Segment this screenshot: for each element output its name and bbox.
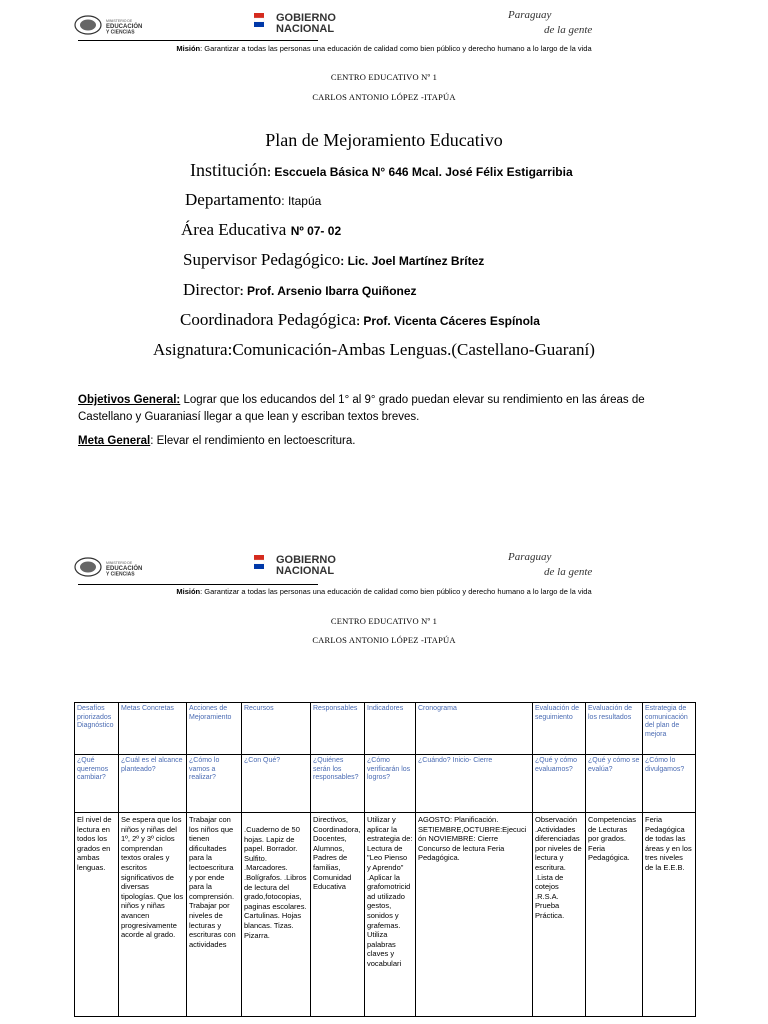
header-evaluacion-resultados: Evaluación de los resultados xyxy=(586,703,643,755)
question-cell: ¿Qué y cómo se evalúa? xyxy=(586,755,643,813)
supervisor-line xyxy=(183,250,484,270)
content-cell: El nivel de lectura en todos los grados en ambas lenguas. xyxy=(75,813,119,1017)
departamento-line xyxy=(185,190,321,210)
header-indicadores: Indicadores xyxy=(365,703,416,755)
question-cell: ¿Cómo verificarán los logros? xyxy=(365,755,416,813)
meta-text: : Elevar el rendimiento en lectoescritura. xyxy=(150,435,356,447)
table-header-row xyxy=(75,703,696,755)
institucion-label: Institución xyxy=(190,160,267,180)
coordinadora-value: : Prof. Vicenta Cáceres Espínola xyxy=(356,314,540,328)
svg-text:Paraguay: Paraguay xyxy=(508,9,552,21)
page-header-2 xyxy=(0,546,768,586)
director-line xyxy=(183,280,417,300)
header-rule xyxy=(78,40,318,41)
content-cell: AGOSTO: Planificación. SETIEMBRE,OCTUBRE:Ejecución NOVIEMBRE: Cierre Concurso de lectura Feria Pedagógica. xyxy=(416,813,533,1017)
content-cell: Trabajar con los niños que tienen dificultades para la lectoescritura y por ende para la comprensión. Trabajar por niveles de lecturas y escrituras con actividades xyxy=(187,813,242,1017)
svg-text:EDUCACIÓN: EDUCACIÓN xyxy=(106,566,143,572)
question-cell: ¿Cuál es el alcance planteado? xyxy=(119,755,187,813)
content-cell: Se espera que los niños y niñas del 1º, 2º y 3º ciclos comprendan textos orales y escritos significativos de diversas tipologías. Que los niños y niñas avancen progresivamente acorde al grado. xyxy=(119,813,187,1017)
header-metas: Metas Concretas xyxy=(119,703,187,755)
content-cell: Feria Pedagógica de todas las áreas y en los tres niveles de la E.E.B. xyxy=(643,813,696,1017)
content-cell: Directivos, Coordinadora, Docentes, Alumnos, Padres de familias, Comunidad Educativa xyxy=(311,813,365,1017)
question-cell: ¿Cuándo? Inicio- Cierre xyxy=(416,755,533,813)
header-estrategia: Estrategia de comunicación del plan de mejora xyxy=(643,703,696,755)
district-name: CARLOS ANTONIO LÓPEZ -ITAPÚA xyxy=(312,92,456,102)
coordinadora-line xyxy=(180,310,540,330)
meta-label: Meta General xyxy=(78,435,151,447)
asignatura-value: :Comunicación-Ambas Lenguas.(Castellano-Guaraní) xyxy=(227,340,595,359)
centro-educativo: CENTRO EDUCATIVO Nº 1 xyxy=(330,72,438,82)
objetivos-text: Lograr que los educandos del 1° al 9° grado puedan elevar su rendimiento en las áreas de Castellano y Guaraniasí llegar a que lean y escriban textos breves. xyxy=(78,394,645,423)
header-cronograma: Cronograma xyxy=(416,703,533,755)
objetivos-label: Objetivos General: xyxy=(78,394,181,406)
plan-table xyxy=(74,702,696,1017)
objetivos-general xyxy=(78,392,698,426)
content-cell: Observación .Actividades diferenciadas por niveles de lectura y escritura. .Lista de cotejos .R.S.A. Prueba Práctica. xyxy=(533,813,586,1017)
coordinadora-label: Coordinadora Pedagógica xyxy=(180,310,357,329)
svg-text:NACIONAL: NACIONAL xyxy=(276,565,335,576)
header-evaluacion-seguimiento: Evaluación de seguimiento xyxy=(533,703,586,755)
asignatura-label: Asignatura xyxy=(153,340,228,359)
header-responsables: Responsables xyxy=(311,703,365,755)
meta-general xyxy=(78,433,698,450)
question-cell: ¿Cómo lo divulgamos? xyxy=(643,755,696,813)
departamento-value: : Itapúa xyxy=(281,194,322,208)
svg-text:Paraguay: Paraguay xyxy=(508,551,552,563)
content-cell: Competencias de Lecturas por grados. Feria Pedagógica. xyxy=(586,813,643,1017)
area-value: Nº 07- 02 xyxy=(290,224,342,238)
svg-text:MINISTERIO DE: MINISTERIO DE xyxy=(106,561,133,565)
institucion-value: : Esccuela Básica N° 646 Mcal. José Félix Estigarribia xyxy=(267,165,573,179)
plan-title: Plan de Mejoramiento Educativo xyxy=(265,130,503,150)
header-rule xyxy=(78,584,318,585)
content-cell: .Cuaderno de 50 hojas. Lapiz de papel. Borrador. Sulfito. .Marcadores. .Bolígrafos. .Libros de lectura del grado,fotocopias, paginas escolares. Cartulinas. Hojas blancas. Tizas. Pizarra. xyxy=(242,813,311,1017)
page-header xyxy=(0,4,768,44)
ministry-seal-icon xyxy=(74,14,180,36)
gobierno-nacional-logo xyxy=(254,550,382,576)
svg-text:Y CIENCIAS: Y CIENCIAS xyxy=(106,29,135,36)
paraguay-de-la-gente-logo xyxy=(506,548,626,582)
svg-text:GOBIERNO: GOBIERNO xyxy=(276,12,336,24)
paraguay-de-la-gente-logo xyxy=(506,6,626,40)
svg-text:de la gente: de la gente xyxy=(544,566,593,578)
header-recursos: Recursos xyxy=(242,703,311,755)
header-desafios: Desafíos priorizados Diagnóstico xyxy=(75,703,119,755)
asignatura-line xyxy=(153,340,595,360)
question-cell: ¿Con Qué? xyxy=(242,755,311,813)
header-acciones: Acciones de Mejoramiento xyxy=(187,703,242,755)
ministry-seal-icon xyxy=(74,556,180,578)
mision-statement: Misión: Garantizar a todas las personas una educación de calidad como bien público y derecho humano a lo largo de la vida xyxy=(176,587,592,596)
question-cell: ¿Qué queremos cambiar? xyxy=(75,755,119,813)
table-question-row xyxy=(75,755,696,813)
institucion-line xyxy=(190,160,573,181)
gobierno-nacional-logo xyxy=(254,8,382,34)
centro-educativo: CENTRO EDUCATIVO Nº 1 xyxy=(330,616,438,626)
district-name: CARLOS ANTONIO LÓPEZ -ITAPÚA xyxy=(312,635,456,645)
svg-text:Y CIENCIAS: Y CIENCIAS xyxy=(106,571,135,578)
supervisor-value: : Lic. Joel Martínez Brítez xyxy=(340,254,485,268)
question-cell: ¿Qué y cómo evaluamos? xyxy=(533,755,586,813)
svg-text:NACIONAL: NACIONAL xyxy=(276,23,335,34)
mision-statement: Misión: Garantizar a todas las personas una educación de calidad como bien público y derecho humano a lo largo de la vida xyxy=(176,44,592,53)
director-value: : Prof. Arsenio Ibarra Quiñonez xyxy=(239,284,417,298)
area-label: Área Educativa xyxy=(181,220,287,239)
svg-text:GOBIERNO: GOBIERNO xyxy=(276,554,336,566)
supervisor-label: Supervisor Pedagógico xyxy=(183,250,341,269)
departamento-label: Departamento xyxy=(185,190,282,209)
question-cell: ¿Quiénes serán los responsables? xyxy=(311,755,365,813)
table-content-row xyxy=(75,813,696,1017)
question-cell: ¿Cómo lo vamos a realizar? xyxy=(187,755,242,813)
svg-text:MINISTERIO DE: MINISTERIO DE xyxy=(106,19,133,23)
svg-text:EDUCACIÓN: EDUCACIÓN xyxy=(106,24,143,30)
svg-text:de la gente: de la gente xyxy=(544,24,593,36)
content-cell: Utilizar y aplicar la estrategia de: Lectura de "Leo Pienso y Aprendo" .Aplicar la grafomotricidad utilizado gestos, sonidos y grafemas. Utiliza palabras claves y vocabulari xyxy=(365,813,416,1017)
director-label: Director xyxy=(183,280,240,299)
area-line xyxy=(181,220,341,240)
